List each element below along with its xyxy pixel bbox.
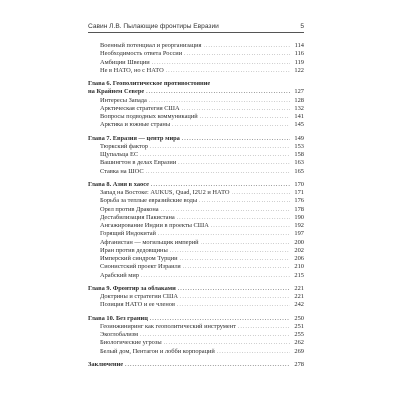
toc-entry [88, 214, 304, 222]
toc-leader-dots [166, 67, 290, 76]
toc-entry [88, 197, 304, 205]
toc-page-number: 255 [294, 331, 304, 338]
toc-entry [88, 263, 304, 271]
toc-entry-title: Заключение [88, 360, 124, 368]
toc-entry [88, 113, 304, 121]
toc-page-number: 165 [294, 167, 304, 175]
toc-entry-title: Арабский мир [100, 271, 139, 279]
running-head-title: Савин Л.В. Пылающие фронтиры Евразии [88, 23, 219, 30]
toc-entry-title: Интересы Запада [100, 96, 147, 104]
toc-entry-title: Имперский синдром Турции [100, 255, 178, 262]
toc-entry [88, 168, 304, 176]
toc-entry-title: Амбиции Швеции [100, 58, 150, 66]
toc-entry-title: Вопросы подводных коммуникаций [100, 113, 198, 120]
toc-entry-title: Глава 6. Геополитическое противостояние [88, 80, 211, 87]
toc-entry-title: Афганистан — могильщик империй [100, 238, 199, 246]
toc-entry [88, 121, 304, 129]
toc-entry [88, 206, 304, 214]
toc-page-number: 145 [294, 121, 304, 129]
toc-entry-title: Военный потенциал и реорганизация [100, 42, 202, 49]
table-of-contents [88, 42, 304, 369]
toc-chapter [88, 361, 304, 369]
toc-entry [88, 239, 304, 247]
toc-page-number: 192 [294, 222, 304, 229]
toc-entry-title: Не в НАТО, но с НАТО [100, 66, 164, 74]
toc-page-number: 202 [294, 246, 304, 254]
toc-entry [88, 230, 304, 238]
toc-entry [88, 272, 304, 280]
toc-entry-title: Ставка на ШОС [100, 167, 144, 175]
toc-page-number: 251 [294, 322, 304, 330]
toc-entry [88, 50, 304, 58]
toc-entry-title: Запад на Востоке: AUKUS, Quad, I2U2 и НАТО [100, 189, 230, 196]
toc-leader-dots [177, 301, 290, 310]
toc-page-number: 158 [294, 151, 304, 158]
toc-entry-title: Необходимость ответа России [100, 50, 183, 58]
toc-leader-dots [217, 348, 290, 357]
book-page [88, 22, 304, 390]
toc-entry [88, 339, 304, 347]
toc-page-number: 176 [294, 197, 304, 205]
toc-entry-title: Орел против Дракона [100, 205, 159, 213]
toc-entry-title: Глава 7. Евразия — центр мира [88, 134, 180, 142]
toc-entry [88, 348, 304, 356]
toc-entry-title: Арктическая стратегия США [100, 104, 180, 112]
toc-entry-title: Глава 10. Без границ [88, 314, 148, 322]
toc-entry [88, 151, 304, 159]
toc-page-number: 200 [294, 238, 304, 246]
running-head [88, 22, 304, 33]
toc-chapter [88, 285, 304, 293]
toc-entry [88, 159, 304, 167]
toc-chapter [88, 88, 304, 96]
toc-entry [88, 323, 304, 331]
toc-page-number: 178 [294, 205, 304, 213]
page-number: 5 [300, 23, 304, 30]
toc-page-number: 250 [294, 314, 304, 322]
toc-entry [88, 247, 304, 255]
toc-leader-dots [172, 121, 290, 130]
toc-page-number: 122 [294, 66, 304, 74]
toc-page-number: 262 [294, 339, 304, 347]
toc-page-number: 210 [294, 263, 304, 271]
toc-entry-title: Белый дом, Пентагон и лобби корпораций [100, 347, 215, 355]
toc-page-number: 149 [294, 134, 304, 142]
toc-entry-title: Биологические угрозы [100, 339, 162, 347]
toc-entry-title: Позиция НАТО и ее членов [100, 301, 175, 309]
toc-entry [88, 301, 304, 309]
toc-entry-title: Борьба за теплые евразийские воды [100, 197, 198, 205]
toc-page-number: 128 [294, 96, 304, 104]
toc-page-number: 215 [294, 271, 304, 279]
toc-page-number: 141 [294, 113, 304, 120]
toc-entry-title: Глава 8. Азия в хаосе [88, 180, 149, 188]
toc-entry-title: Иран против дедовщины [100, 246, 168, 254]
toc-page-number: 269 [294, 347, 304, 355]
toc-chapter [88, 315, 304, 323]
toc-entry [88, 189, 304, 197]
toc-leader-dots [141, 272, 290, 281]
toc-page-number: 206 [294, 255, 304, 262]
toc-entry-title: Дестабилизация Пакистана [100, 213, 175, 221]
toc-page-number: 119 [294, 58, 304, 66]
toc-page-number: 197 [294, 230, 304, 238]
toc-page-number: 170 [294, 180, 304, 188]
toc-entry-title: Сионистский проект Израиля [100, 263, 181, 271]
toc-page-number: 127 [294, 88, 304, 96]
toc-entry-title: Вашингтон в делах Евразии [100, 159, 177, 167]
toc-entry-title: Геоинжиниринг как геополитический инструмент [100, 322, 236, 330]
toc-page-number: 114 [294, 42, 304, 49]
toc-entry [88, 67, 304, 75]
toc-leader-dots [125, 361, 290, 370]
toc-entry [88, 105, 304, 113]
toc-page-number: 278 [294, 360, 304, 368]
toc-page-number: 221 [294, 284, 304, 292]
toc-page-number: 221 [294, 293, 304, 300]
toc-entry-title: Горящий Индокитай [100, 230, 156, 238]
toc-entry-title: Глава 9. Фронтир за облаками [88, 284, 176, 292]
toc-page-number: 242 [294, 301, 304, 309]
toc-page-number: 171 [294, 189, 304, 196]
toc-entry [88, 293, 304, 301]
toc-entry-title: Тюркский фактор [100, 142, 148, 150]
toc-chapter [88, 181, 304, 189]
toc-entry [88, 59, 304, 67]
toc-entry-title: Арктика и южные страны [100, 121, 171, 129]
toc-entry-title: на Крайнем Севере [88, 88, 145, 96]
toc-page-number: 116 [294, 50, 304, 58]
toc-entry-title: Ангажирование Индии в проекты США [100, 222, 209, 229]
toc-entry [88, 222, 304, 230]
toc-entry-title: Экоглобализм [100, 331, 139, 338]
toc-page-number: 190 [294, 213, 304, 221]
toc-entry-title: Щупальца ЕС [100, 151, 139, 158]
toc-page-number: 132 [294, 104, 304, 112]
toc-leader-dots [146, 168, 290, 177]
toc-entry-title: Доктрины и стратегии США [100, 293, 178, 300]
toc-chapter [88, 135, 304, 143]
toc-chapter [88, 80, 304, 88]
toc-entry [88, 42, 304, 50]
toc-page-number: 153 [294, 142, 304, 150]
toc-entry [88, 143, 304, 151]
toc-page-number: 163 [294, 159, 304, 167]
toc-entry [88, 255, 304, 263]
toc-entry [88, 331, 304, 339]
toc-entry [88, 97, 304, 105]
